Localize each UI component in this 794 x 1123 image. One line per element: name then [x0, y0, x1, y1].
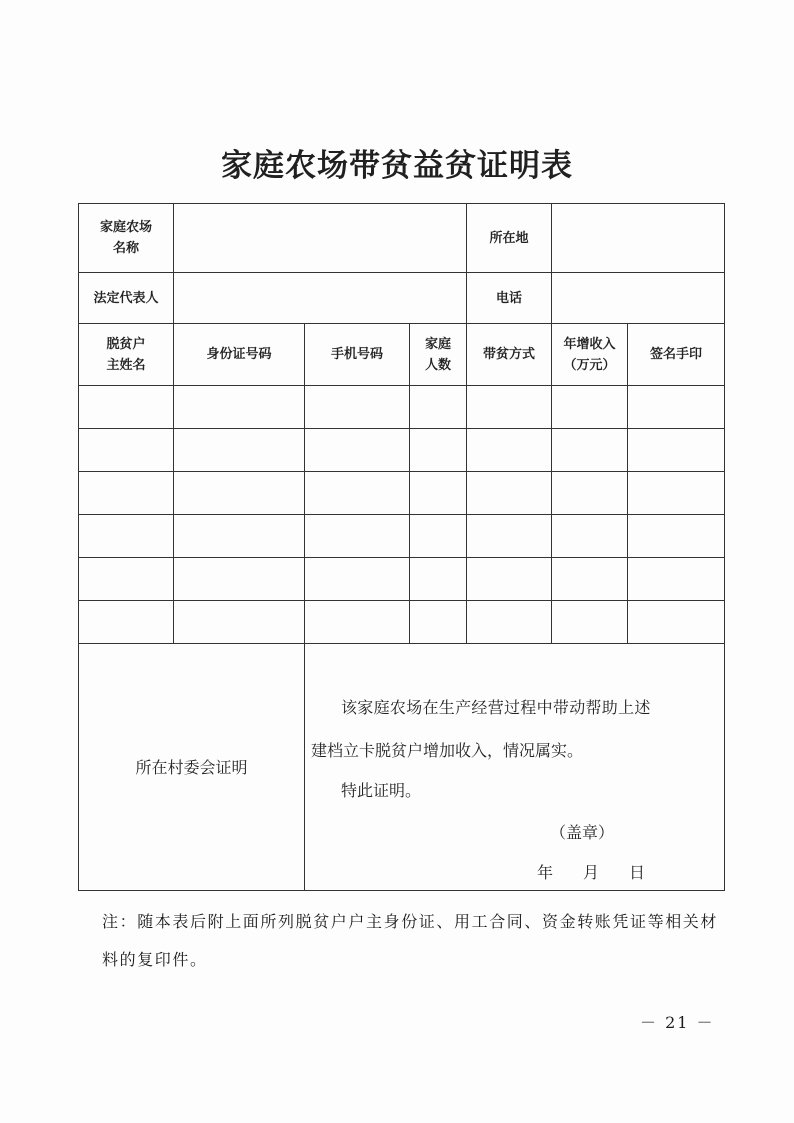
- date-line: [537, 862, 675, 883]
- table-cell[interactable]: [628, 558, 725, 601]
- farm-name-field[interactable]: [174, 204, 467, 273]
- table-cell[interactable]: [410, 601, 467, 644]
- table-cell[interactable]: [174, 601, 305, 644]
- table-row: [79, 386, 725, 429]
- table-cell[interactable]: [552, 429, 628, 472]
- legal-rep-label: 法定代表人: [79, 273, 174, 324]
- farm-name-label-line1: 家庭农场: [99, 220, 152, 235]
- table-cell[interactable]: [467, 601, 552, 644]
- table-cell[interactable]: [628, 429, 725, 472]
- table-cell[interactable]: [79, 558, 174, 601]
- col-header-mobile-l1: 手机号码: [330, 347, 383, 362]
- page-number: － 21 －: [640, 1013, 715, 1032]
- col-header-id-l1: 身份证号码: [206, 347, 272, 362]
- table-cell[interactable]: [305, 386, 410, 429]
- table-cell[interactable]: [174, 515, 305, 558]
- table-cell[interactable]: [410, 386, 467, 429]
- table-cell[interactable]: [79, 515, 174, 558]
- table-row: [79, 601, 725, 644]
- location-field[interactable]: [552, 204, 725, 273]
- table-cell[interactable]: [410, 515, 467, 558]
- cert-line-2: 建档立卡脱贫户增加收入，情况属实。: [311, 741, 584, 760]
- table-cell[interactable]: [628, 601, 725, 644]
- table-cell[interactable]: [467, 558, 552, 601]
- farm-name-label-line2: 名称: [112, 241, 139, 256]
- table-cell[interactable]: [552, 472, 628, 515]
- table-row: [79, 472, 725, 515]
- col-header-income-l1: 年增收入: [563, 336, 616, 352]
- table-cell[interactable]: [628, 515, 725, 558]
- cert-line-3: 特此证明。: [341, 781, 422, 800]
- table-cell[interactable]: [305, 515, 410, 558]
- table-cell[interactable]: [305, 558, 410, 601]
- table-cell[interactable]: [305, 601, 410, 644]
- col-header-household-l1: 家庭: [425, 336, 452, 352]
- col-header-method-l1: 带贫方式: [483, 347, 536, 362]
- document-title: 家庭农场带贫益贫证明表: [221, 148, 573, 184]
- table-cell[interactable]: [174, 386, 305, 429]
- day-label: 日: [629, 863, 646, 882]
- table-cell[interactable]: [552, 558, 628, 601]
- col-header-name: [79, 324, 174, 386]
- table-row: [79, 558, 725, 601]
- table-cell[interactable]: [467, 515, 552, 558]
- col-header-name-l2: 主姓名: [106, 357, 146, 373]
- col-header-income: [552, 324, 628, 386]
- table-cell[interactable]: [467, 429, 552, 472]
- col-header-mobile: [305, 324, 410, 386]
- phone-label: 电话: [467, 273, 552, 324]
- certification-text: [305, 644, 725, 891]
- table-cell[interactable]: [79, 472, 174, 515]
- table-cell[interactable]: [305, 429, 410, 472]
- table-cell[interactable]: [79, 429, 174, 472]
- column-header-row: [79, 324, 725, 386]
- col-header-signature: [628, 324, 725, 386]
- col-header-method: [467, 324, 552, 386]
- table-cell[interactable]: [305, 472, 410, 515]
- table-cell[interactable]: [410, 429, 467, 472]
- legal-rep-field[interactable]: [174, 273, 467, 324]
- col-header-id: [174, 324, 305, 386]
- table-cell[interactable]: [410, 472, 467, 515]
- col-header-household: [410, 324, 467, 386]
- footnote: 注：随本表后附上面所列脱贫户户主身份证、用工合同、资金转账凭证等相关材料的复印件。: [102, 912, 719, 969]
- col-header-income-l2: （万元）: [563, 357, 616, 373]
- village-committee-label: 所在村委会证明: [79, 644, 305, 891]
- location-label: 所在地: [467, 204, 552, 273]
- table-cell[interactable]: [410, 558, 467, 601]
- farm-name-label: [79, 204, 174, 273]
- table-cell[interactable]: [628, 386, 725, 429]
- col-header-household-l2: 人数: [425, 357, 452, 373]
- table-row: [79, 429, 725, 472]
- table-cell[interactable]: [467, 386, 552, 429]
- table-cell[interactable]: [628, 472, 725, 515]
- cert-line-1: 该家庭农场在生产经营过程中带动帮助上述: [341, 698, 651, 717]
- table-row: [79, 515, 725, 558]
- phone-field[interactable]: [552, 273, 725, 324]
- table-cell[interactable]: [174, 558, 305, 601]
- table-cell[interactable]: [79, 386, 174, 429]
- certification-form: [78, 203, 725, 891]
- month-label: 月: [583, 863, 600, 882]
- table-cell[interactable]: [552, 515, 628, 558]
- table-cell[interactable]: [174, 429, 305, 472]
- table-cell[interactable]: [174, 472, 305, 515]
- col-header-name-l1: 脱贫户: [106, 336, 146, 352]
- table-cell[interactable]: [79, 601, 174, 644]
- table-cell[interactable]: [552, 601, 628, 644]
- col-header-signature-l1: 签名手印: [650, 347, 703, 362]
- seal-placeholder: （盖章）: [550, 823, 615, 842]
- table-cell[interactable]: [467, 472, 552, 515]
- table-cell[interactable]: [552, 386, 628, 429]
- year-label: 年: [537, 863, 554, 882]
